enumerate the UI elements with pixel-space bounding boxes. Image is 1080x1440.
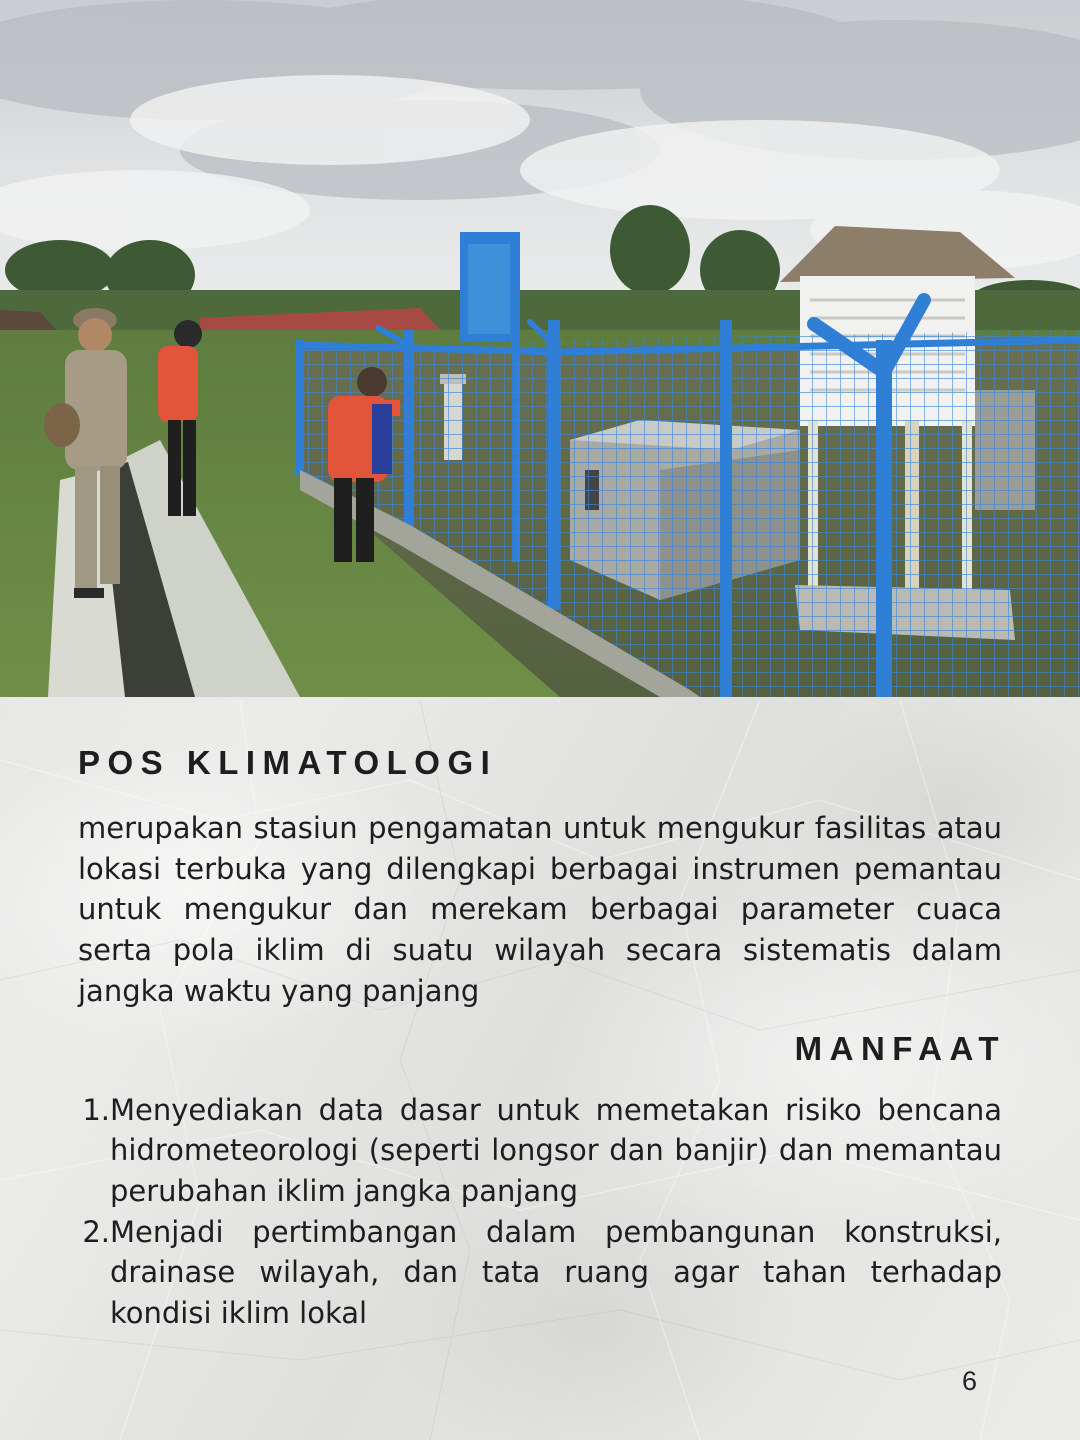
station-photo	[0, 0, 1080, 697]
page-number: 6	[962, 1366, 978, 1396]
list-item	[78, 1212, 1002, 1334]
section-title: POS KLIMATOLOGI	[78, 744, 498, 781]
description-paragraph: merupakan stasiun pengamatan untuk mengukur fasilitas atau lokasi terbuka yang dilengkapi berbagai instrumen pemantau untuk mengukur dan merekam berbagai parameter cuaca serta pola iklim di suatu wilayah secara sistematis dalam jangka waktu yang panjang	[78, 811, 1002, 1008]
list-item	[78, 1090, 1002, 1212]
benefits-title: MANFAAT	[794, 1029, 1006, 1067]
list-item-number: 2.	[82, 1214, 110, 1249]
benefits-list	[78, 1090, 1002, 1334]
list-item-text: Menjadi pertimbangan dalam pembangunan konstruksi, drainase wilayah, dan tata ruang agar tahan terhadap kondisi iklim lokal	[110, 1214, 1002, 1331]
list-item-text: Menyediakan data dasar untuk memetakan risiko bencana hidrometeorologi (seperti longsor dan banjir) dan memantau perubahan iklim jangka panjang	[110, 1092, 1002, 1208]
content-area	[78, 740, 1006, 1334]
list-item-number: 1.	[82, 1092, 110, 1127]
